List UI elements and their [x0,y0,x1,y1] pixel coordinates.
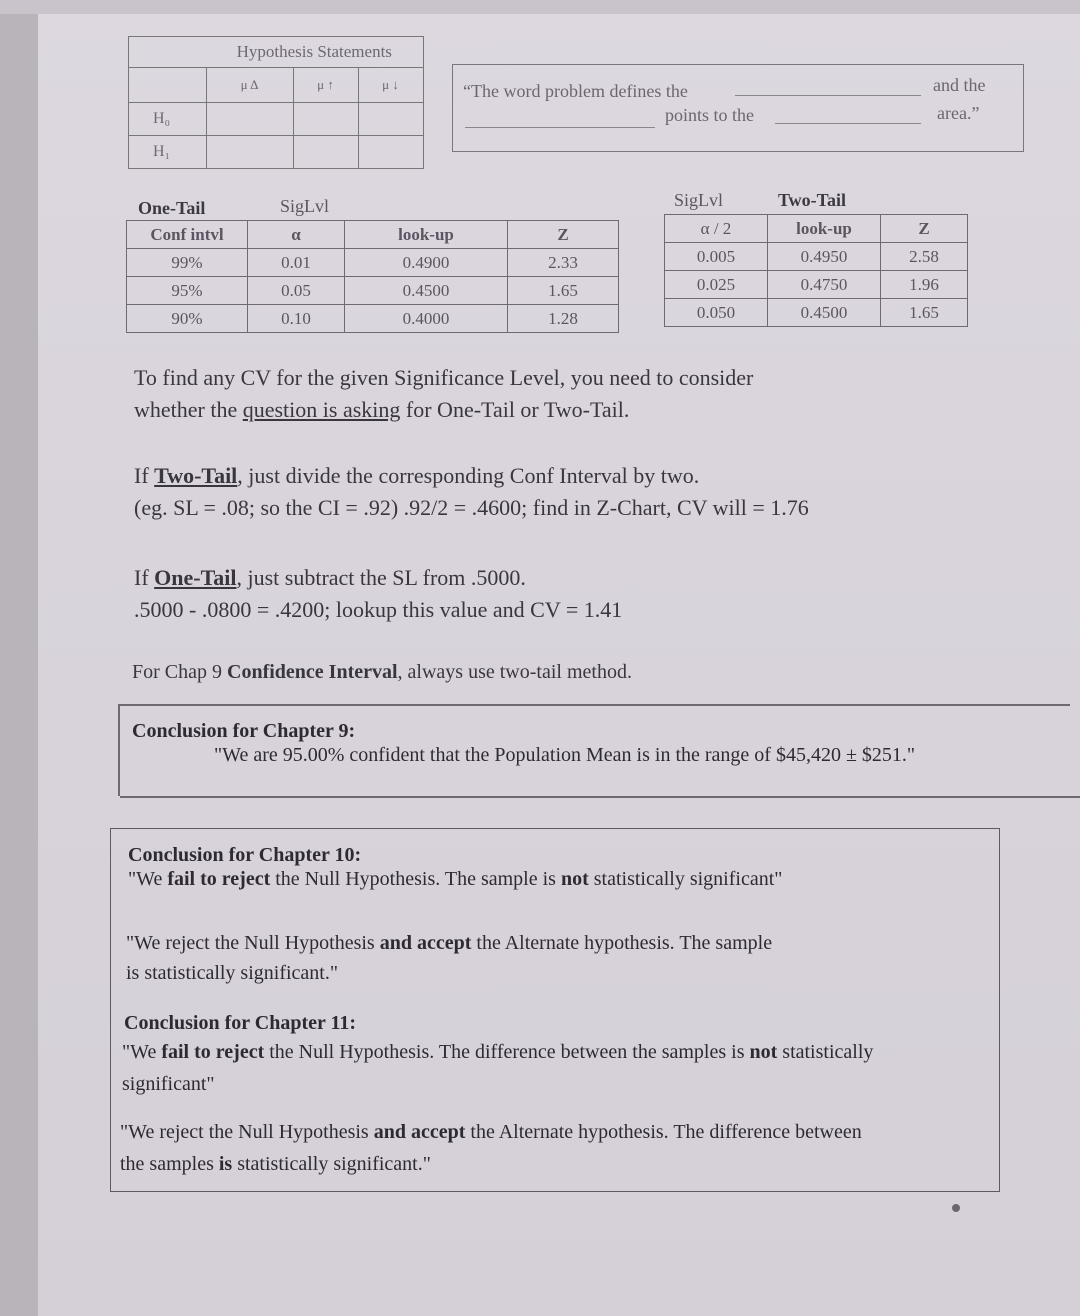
one-tail-rule-paragraph [134,562,622,626]
conclusion9-top-rule [120,704,1070,706]
concl-text: statistically [777,1041,874,1063]
rule-text: If [134,463,155,488]
concl-text: the Alternate hypothesis. The sample [471,932,773,954]
two-tail-label: Two-Tail [778,190,847,210]
concl-text: significant" [122,1073,215,1095]
concl-text: "We [128,868,168,890]
conclusion11-p1 [122,1036,873,1100]
concl-text: "We [122,1041,162,1063]
one-tail-cell: 1.28 [508,305,619,333]
two-tail-siglvl-label: SigLvl [674,190,724,210]
note-text: For Chap 9 [132,661,227,683]
table-row [665,299,968,327]
cv-intro-text: for One-Tail or Two-Tail. [400,397,630,422]
word-problem-blank-2 [465,127,655,128]
cv-intro-underlined: question is asking [242,397,401,422]
concl-text: statistically significant" [588,868,783,890]
concl-text: the Null Hypothesis. The difference between the samples is [264,1041,750,1063]
one-tail-siglvl-label: SigLvl [280,196,330,216]
one-tail-cell: 2.33 [508,249,619,277]
concl-bold: not [560,868,589,890]
word-problem-line1-start: “The word problem defines the [463,81,688,101]
cv-intro-line2 [134,394,753,426]
paper-top-edge [0,0,1080,14]
concl-bold: fail to reject [161,1041,265,1063]
punch-mark-dot [952,1204,960,1212]
one-tail-header-alpha: α [248,221,345,249]
table-row [665,243,968,271]
cv-intro-text: whether the [134,397,243,422]
concl-text: the samples [120,1153,219,1175]
cv-intro-paragraph [134,362,753,426]
concl-text: "We reject the Null Hypothesis [120,1121,374,1143]
concl-text: the Null Hypothesis. The sample is [270,868,561,890]
two-tail-cell: 1.65 [881,299,968,327]
concl-bold: is [218,1153,233,1175]
one-tail-table [126,220,619,333]
two-tail-cell: 0.4500 [768,299,881,327]
one-tail-rule-line1 [134,562,622,594]
hypothesis-table [128,36,424,169]
two-tail-rule-line1 [134,460,809,492]
conclusion10-p2 [126,928,772,988]
rule-text: , just divide the corresponding Conf Interval by two. [237,463,700,488]
note-bold: Confidence Interval [227,661,398,683]
one-tail-cell: 0.10 [248,305,345,333]
concl-bold: and accept [373,1121,466,1143]
word-problem-line1-end: and the [933,75,986,95]
two-tail-rule-line2: (eg. SL = .08; so the CI = .92) .92/2 = .4600; find in Z-Chart, CV will = 1.76 [134,495,809,520]
hypothesis-title: Hypothesis Statements [206,37,423,68]
one-tail-cell: 0.05 [248,277,345,305]
hypothesis-col-mu-up: μ ↑ [293,68,358,103]
two-tail-cell: 0.4750 [768,271,881,299]
note-text: , always use two-tail method. [397,661,632,683]
two-tail-cell: 0.050 [665,299,768,327]
one-tail-cell: 0.01 [248,249,345,277]
two-tail-header-lookup: look-up [768,215,881,243]
one-tail-cell: 0.4500 [345,277,508,305]
one-tail-rule-line2: .5000 - .0800 = .4200; lookup this value and CV = 1.41 [134,597,623,622]
conclusion10-p1 [128,868,782,891]
concl-text: "We reject the Null Hypothesis [126,932,380,954]
rule-underlined: One-Tail [154,565,237,590]
word-problem-box [452,64,1024,152]
concl-bold: not [749,1041,778,1063]
table-row [127,249,619,277]
one-tail-cell: 0.4900 [345,249,508,277]
conclusion9-title: Conclusion for Chapter 9: [132,720,356,742]
word-problem-blank-3 [775,123,921,124]
rule-text: , just subtract the SL from .5000. [236,565,526,590]
word-problem-line2-end: area.” [937,103,980,123]
hypothesis-col-mu-delta: μ Δ [206,68,293,103]
rule-underlined: Two-Tail [154,463,238,488]
one-tail-cell: 0.4000 [345,305,508,333]
one-tail-label: One-Tail [138,198,206,218]
two-tail-cell: 0.025 [665,271,768,299]
concl-text: statistically significant." [232,1153,431,1175]
conclusion10-title: Conclusion for Chapter 10: [128,844,362,866]
chap9-note [132,656,632,688]
conclusion11-title: Conclusion for Chapter 11: [124,1012,357,1034]
two-tail-header-alpha-half: α / 2 [665,215,768,243]
conclusion9-bottom-rule [120,796,1080,798]
one-tail-header-z: Z [508,221,619,249]
table-row [127,277,619,305]
concl-text: is statistically significant." [126,962,339,984]
conclusion9-text: "We are 95.00% confident that the Population Mean is in the range of $45,420 ± $251." [214,744,916,766]
hypothesis-col-mu-down: μ ↓ [358,68,423,103]
two-tail-cell: 0.005 [665,243,768,271]
two-tail-header-z: Z [881,215,968,243]
two-tail-rule-paragraph [134,460,809,524]
one-tail-cell: 95% [127,277,248,305]
word-problem-blank-1 [735,95,921,96]
two-tail-table [664,214,968,327]
conclusion9-left-rule [118,704,120,796]
rule-text: If [134,565,155,590]
word-problem-line2-middle: points to the [665,105,754,125]
concl-bold: and accept [379,932,472,954]
concl-text: the Alternate hypothesis. The difference between [465,1121,862,1143]
one-tail-cell: 90% [127,305,248,333]
two-tail-cell: 1.96 [881,271,968,299]
concl-bold: fail to reject [167,868,271,890]
one-tail-header-lookup: look-up [345,221,508,249]
one-tail-header-conf: Conf intvl [127,221,248,249]
table-row [127,305,619,333]
hypothesis-row-h1: H₁ [129,136,207,169]
conclusion11-p2 [120,1116,862,1180]
table-row [665,271,968,299]
one-tail-cell: 1.65 [508,277,619,305]
cv-intro-line1: To find any CV for the given Significance Level, you need to consider [134,365,754,390]
one-tail-cell: 99% [127,249,248,277]
hypothesis-row-h0: H₀ [129,103,207,136]
two-tail-cell: 2.58 [881,243,968,271]
two-tail-cell: 0.4950 [768,243,881,271]
